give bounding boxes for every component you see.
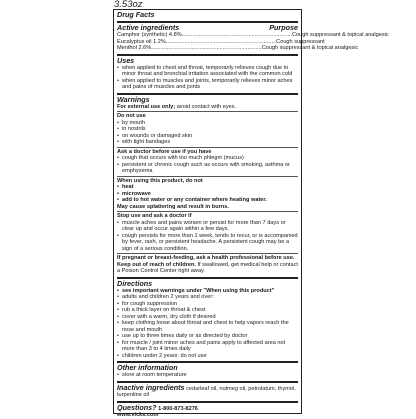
uses-section xyxy=(117,54,298,91)
ingredient-purpose: Cough suppressant & topical analgesic xyxy=(261,45,359,51)
ask-doctor-list xyxy=(117,155,298,175)
questions-website: www.vicks.com xyxy=(117,412,159,418)
ingredient-row xyxy=(117,45,359,52)
list-item: • cover with a warm, dry cloth if desired xyxy=(117,314,298,321)
when-using-note: May cause splattering and result in burns. xyxy=(117,203,229,210)
questions-section xyxy=(117,401,298,419)
ingredient-purpose: Cough suppressant xyxy=(276,38,325,45)
external-use-bold: For external use only; xyxy=(117,103,176,110)
active-ingredients-section xyxy=(117,21,389,52)
list-item: • muscle aches and pains worsen or persist for more than 7 days or clear up and occur again within a few days. xyxy=(117,220,298,233)
inactive-ingredients-text: cedarleaf oil, nutmeg oil, petrolatum, thymol, turpentine oil xyxy=(117,385,296,398)
ingredient-name: Menthol 2.6% xyxy=(117,45,152,51)
warnings-section xyxy=(117,93,298,275)
list-item: • store at room temperature xyxy=(117,372,298,379)
ingredient-purpose: Cough suppressant & topical analgesic xyxy=(292,32,389,38)
ask-doctor-block xyxy=(117,147,298,175)
other-information-heading: Other information xyxy=(117,363,178,372)
list-item: • when applied to chest and throat, temporarily relieves cough due to minor throat and bronchial irritation associated with the common cold xyxy=(117,65,298,78)
children-warning xyxy=(117,262,298,275)
list-item: • keep clothing loose about throat and chest to help vapors reach the nose and mouth xyxy=(117,320,298,333)
pregnancy-warning: If pregnant or breast-feeding, ask a health professional before use. xyxy=(117,255,295,261)
stop-use-list xyxy=(117,220,298,253)
list-item: • use up to three times daily or as directed by doctor xyxy=(117,333,298,340)
list-item: • heat xyxy=(117,184,298,191)
dot-leader: ....................................................................... xyxy=(181,32,293,38)
warnings-heading: Warnings xyxy=(117,94,150,104)
when-using-list xyxy=(117,184,298,204)
do-not-use-heading: Do not use xyxy=(117,113,146,119)
list-item: • by mouth xyxy=(117,120,298,127)
list-item: • cough that occurs with too much phlegm (mucus) xyxy=(117,155,298,162)
list-item: • with tight bandages xyxy=(117,139,298,146)
external-use-text: avoid contact with eyes. xyxy=(175,103,237,110)
inactive-ingredients-heading: Inactive ingredients xyxy=(117,382,185,392)
list-item: • for cough suppression xyxy=(117,301,298,308)
dot-leader: ....................................................................... xyxy=(151,45,262,51)
list-item: • persistent or chronic cough such as occurs with smoking, asthma or emphysema xyxy=(117,162,298,175)
children-warning-bold: Keep out of reach of children. xyxy=(117,261,196,268)
when-using-heading: When using this product, do not xyxy=(117,177,203,184)
list-item: • see important warnings under "When using this product" xyxy=(117,288,298,295)
net-weight: 3.53oz xyxy=(114,0,143,10)
external-use-warning xyxy=(117,104,298,111)
drug-facts-title: Drug Facts xyxy=(117,10,155,19)
do-not-use-list xyxy=(117,120,298,146)
stop-use-block xyxy=(117,211,298,252)
list-item: • rub a thick layer on throat & chest xyxy=(117,307,298,314)
list-item: • add to hot water or any container where heating water. xyxy=(117,197,298,204)
ask-doctor-heading: Ask a doctor before use if you have xyxy=(117,148,212,155)
list-item: • on wounds or damaged skin xyxy=(117,133,298,140)
list-item: • adults and children 2 years and over: xyxy=(117,294,298,301)
directions-list xyxy=(117,288,298,360)
ingredient-name: Camphor (synthetic) 4.8% xyxy=(117,32,182,38)
pregnancy-children-block xyxy=(117,253,298,275)
when-using-block xyxy=(117,176,298,211)
other-information-section xyxy=(117,361,298,379)
uses-list xyxy=(117,65,298,91)
list-item: • cough persists for more than 1 week, tends to recur, or is accompanied by fever, rash, or persistent headache. A persistent cough may be a sign of a serious condition. xyxy=(117,233,298,253)
directions-section xyxy=(117,277,298,360)
uses-heading: Uses xyxy=(117,55,135,65)
active-ingredients-heading: Active ingredients xyxy=(117,23,180,32)
drug-facts-panel xyxy=(113,9,389,418)
list-item: • microwave xyxy=(117,191,298,198)
ingredient-name: Eucalyptus oil 1.2% xyxy=(117,38,166,45)
purpose-heading: Purpose xyxy=(269,23,298,32)
stop-use-heading: Stop use and ask a doctor if xyxy=(117,213,192,219)
directions-heading: Directions xyxy=(117,278,153,288)
other-information-list xyxy=(117,372,298,379)
do-not-use-block xyxy=(117,111,298,146)
active-ingredients-header-row xyxy=(117,24,298,32)
dot-leader: ....................................................................... xyxy=(165,38,277,45)
list-item: • when applied to muscles and joints, temporarily relieves minor aches and pains of muscles and joints xyxy=(117,78,298,91)
list-item: • children under 2 years: do not use xyxy=(117,353,298,360)
questions-heading: Questions? xyxy=(117,402,157,412)
questions-phone: 1-800-873-8276 xyxy=(158,405,198,412)
children-warning-text: If swallowed, get medical help or contact a Poison Control Center right away. xyxy=(117,261,298,274)
list-item: • in nostrils xyxy=(117,126,298,133)
list-item: • for muscle / joint minor aches and pains apply to affected area not more than 3 to 4 times daily xyxy=(117,340,298,353)
inactive-ingredients-section xyxy=(117,381,298,399)
